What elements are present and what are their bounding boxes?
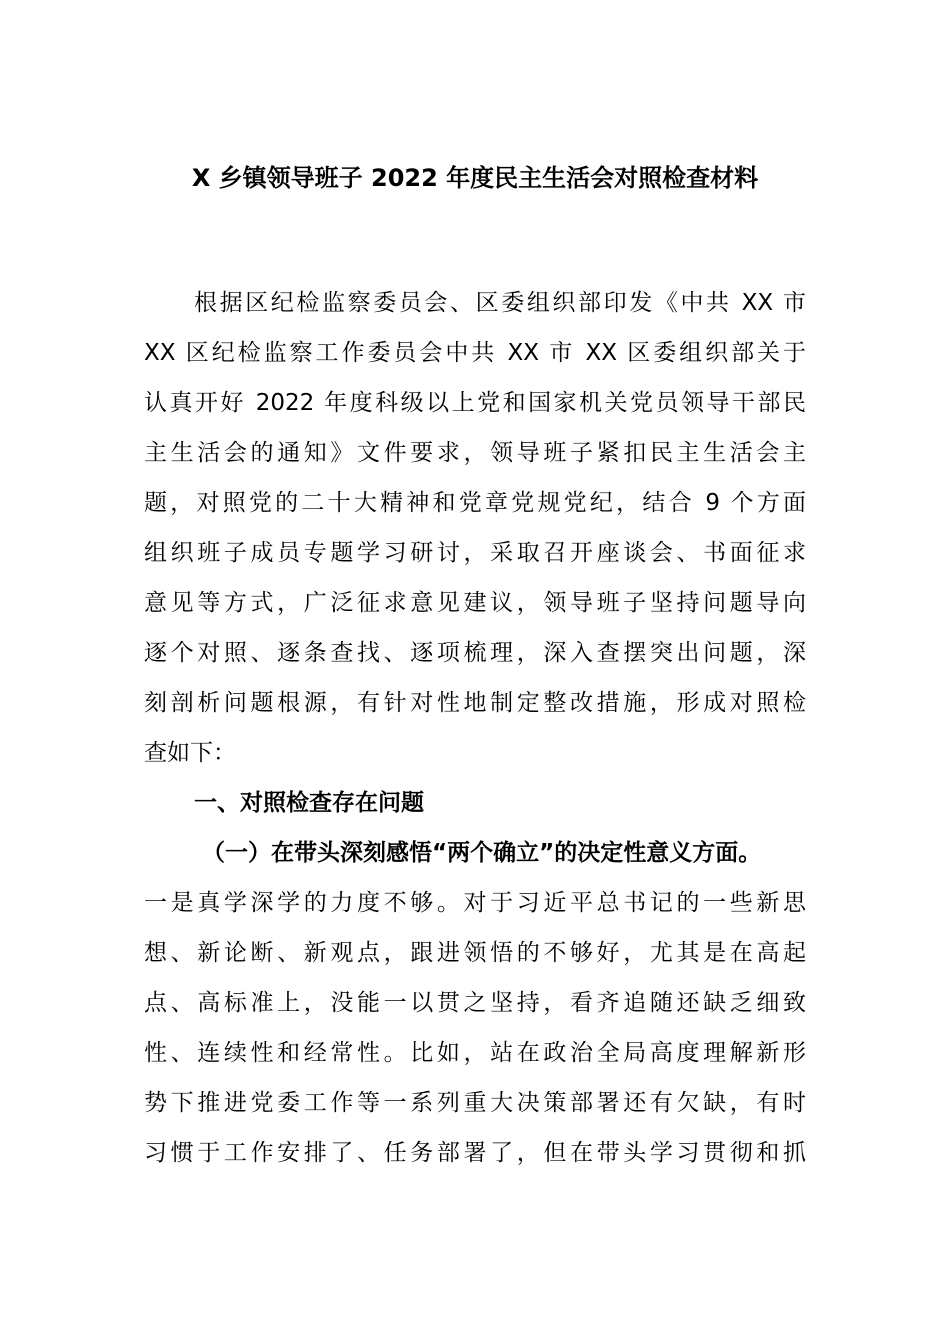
paragraph-line: 一是真学深学的力度不够。对于习近平总书记的一些新思 <box>144 890 806 916</box>
paragraph-line: 势下推进党委工作等一系列重大决策部署还有欠缺，有时 <box>144 1090 806 1116</box>
paragraph-line: 查如下： <box>144 740 236 766</box>
paragraph-line: 逐个对照、逐条查找、逐项梳理，深入查摆突出问题，深 <box>144 640 806 666</box>
paragraph-line: 组织班子成员专题学习研讨，采取召开座谈会、书面征求 <box>144 540 806 566</box>
paragraph-line: 意见等方式，广泛征求意见建议，领导班子坚持问题导向 <box>144 590 806 616</box>
paragraph-line: 题，对照党的二十大精神和党章党规党纪，结合 9 个方面 <box>144 490 806 516</box>
paragraph-line: 性、连续性和经常性。比如，站在政治全局高度理解新形 <box>144 1040 806 1066</box>
paragraph-line: 点、高标准上，没能一以贯之坚持，看齐追随还缺乏细致 <box>144 990 806 1016</box>
section-heading: 一、对照检查存在问题 <box>194 790 424 816</box>
paragraph-line: 根据区纪检监察委员会、区委组织部印发《中共 XX 市 <box>194 290 806 316</box>
document-title: X 乡镇领导班子 2022 年度民主生活会对照检查材料 <box>191 164 759 192</box>
paragraph-line: 主生活会的通知》文件要求，领导班子紧扣民主生活会主 <box>144 440 806 466</box>
paragraph-line: 认真开好 2022 年度科级以上党和国家机关党员领导干部民 <box>144 390 806 416</box>
intro-paragraph <box>144 278 806 1178</box>
paragraph-line: 习惯于工作安排了、任务部署了，但在带头学习贯彻和抓 <box>144 1140 806 1166</box>
paragraph-line: XX 区纪检监察工作委员会中共 XX 市 XX 区委组织部关于 <box>144 340 806 366</box>
paragraph-line: 想、新论断、新观点，跟进领悟的不够好，尤其是在高起 <box>144 940 806 966</box>
paragraph-line: 刻剖析问题根源，有针对性地制定整改措施，形成对照检 <box>144 690 806 716</box>
subsection-heading: （一）在带头深刻感悟“两个确立”的决定性意义方面。 <box>202 840 762 866</box>
